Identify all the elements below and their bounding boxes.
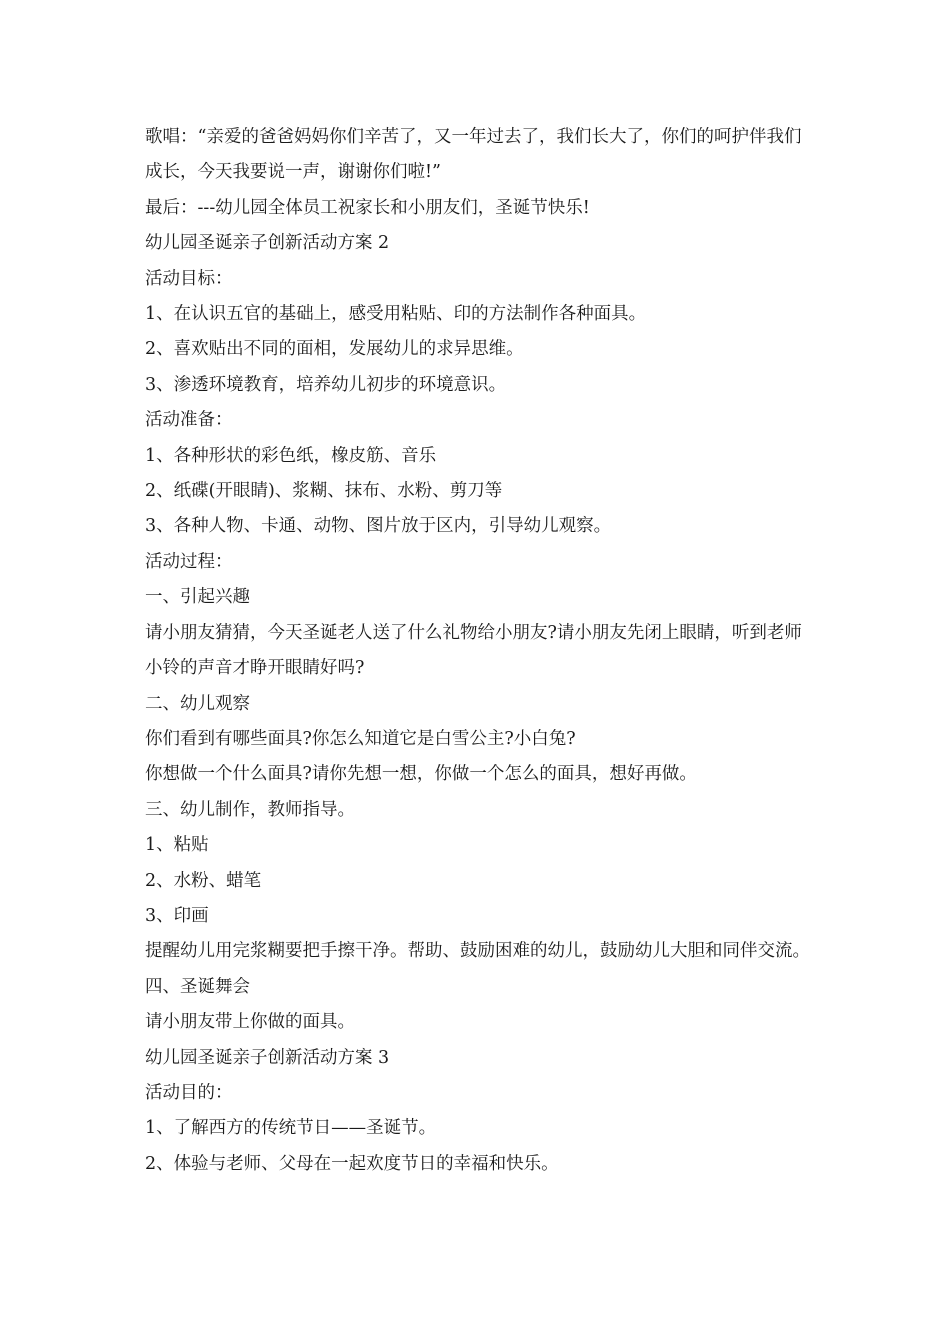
paragraph: 提醒幼儿用完浆糊要把手擦干净。帮助、鼓励困难的幼儿，鼓励幼儿大胆和同伴交流。 (145, 941, 810, 962)
list-item: 1、粘贴 (145, 835, 209, 856)
list-item: 3、渗透环境教育，培养幼儿初步的环境意识。 (145, 374, 507, 395)
paragraph-closing: 最后：---幼儿园全体员工祝家长和小朋友们，圣诞节快乐! (145, 197, 590, 218)
paragraph: 请小朋友猜猜，今天圣诞老人送了什么礼物给小朋友?请小朋友先闭上眼睛，听到老师小铃的声音才睁开眼睛好吗? (145, 622, 802, 679)
section-title-plan-3: 幼儿园圣诞亲子创新活动方案 3 (145, 1047, 390, 1068)
paragraph-singing: 歌唱：“亲爱的爸爸妈妈你们辛苦了，又一年过去了，我们长大了，你们的呵护伴我们成长，今天我要说一声，谢谢你们啦!” (145, 127, 802, 183)
list-item: 2、体验与老师、父母在一起欢度节日的幸福和快乐。 (145, 1153, 559, 1174)
list-item: 2、喜欢贴出不同的面相，发展幼儿的求异思维。 (145, 339, 524, 360)
paragraph: 你想做一个什么面具?请你先想一想，你做一个怎么的面具，想好再做。 (145, 764, 697, 785)
document-body (145, 120, 810, 1182)
step-heading: 二、幼儿观察 (145, 693, 250, 714)
list-item: 3、各种人物、卡通、动物、图片放于区内，引导幼儿观察。 (145, 516, 612, 537)
heading-process: 活动过程： (145, 551, 233, 572)
step-heading: 三、幼儿制作，教师指导。 (145, 799, 355, 820)
list-item: 1、各种形状的彩色纸，橡皮筋、音乐 (145, 445, 437, 466)
heading-goals: 活动目标： (145, 268, 233, 289)
paragraph: 请小朋友带上你做的面具。 (145, 1012, 355, 1033)
section-title-plan-2: 幼儿园圣诞亲子创新活动方案 2 (145, 233, 390, 254)
heading-preparation: 活动准备： (145, 410, 233, 431)
list-item: 1、在认识五官的基础上，感受用粘贴、印的方法制作各种面具。 (145, 304, 647, 325)
list-item: 2、纸碟(开眼睛)、浆糊、抹布、水粉、剪刀等 (145, 481, 503, 502)
step-heading: 一、引起兴趣 (145, 587, 250, 608)
heading-purpose: 活动目的： (145, 1082, 233, 1103)
list-item: 3、印画 (145, 905, 209, 926)
list-item: 1、了解西方的传统节日——圣诞节。 (145, 1118, 437, 1139)
list-item: 2、水粉、蜡笔 (145, 870, 262, 891)
step-heading: 四、圣诞舞会 (145, 976, 250, 997)
paragraph: 你们看到有哪些面具?你怎么知道它是白雪公主?小白兔? (145, 728, 576, 749)
